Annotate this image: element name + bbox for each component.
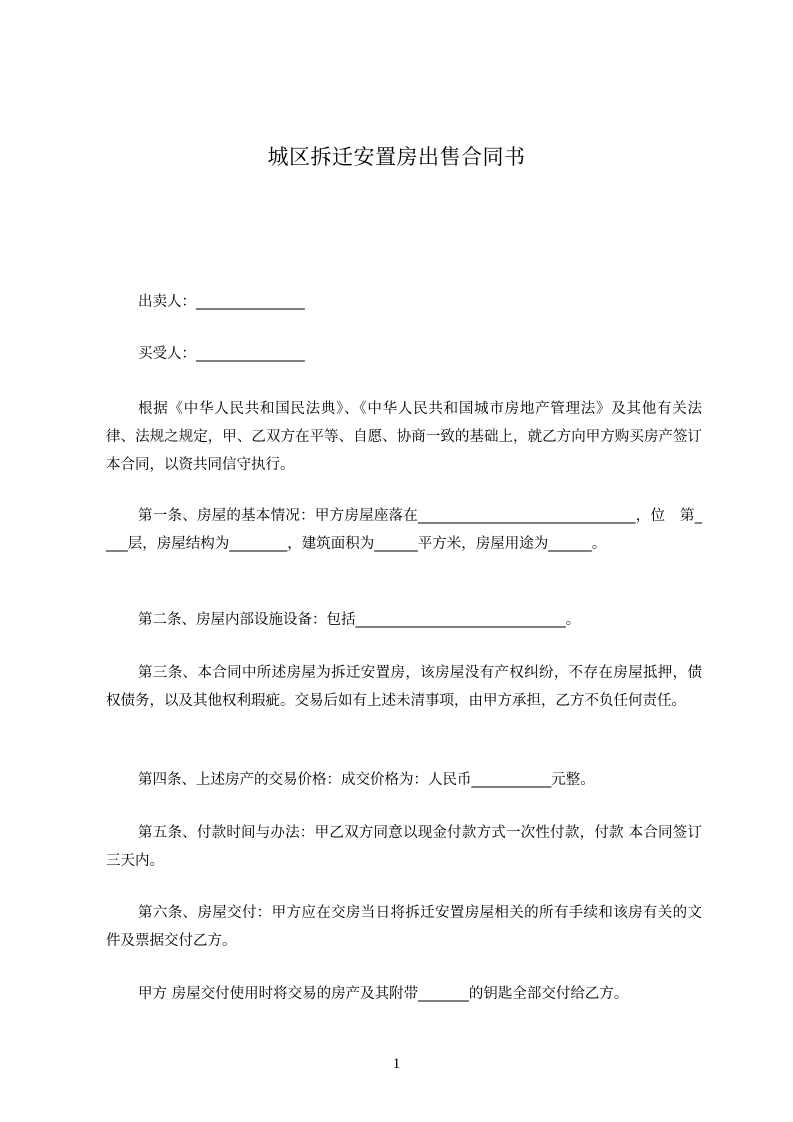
article-4-paragraph: 第四条、上述房产的交易价格：成交价格为：人民币___________元整。 <box>138 772 595 788</box>
document-title: 城区拆迁安置房出售合同书 <box>267 145 526 169</box>
buyer-line: 买受人：_______________ <box>138 346 305 362</box>
page-number: 1 <box>392 1056 401 1072</box>
preamble-paragraph: 根据《中华人民共和国民法典》、《中华人民共和国城市房地产管理法》及其他有关法律、法规之规定，甲、乙双方在平等、自愿、协商一致的基础上，就乙方向甲方购买房产签订本合同，以资共同信守执行。 <box>106 401 702 473</box>
article-3-paragraph: 第三条、本合同中所述房屋为拆迁安置房，该房屋没有产权纠纷，不存在房屋抵押，债权债务，以及其他权利瑕疵。交易后如有上述未清事项，由甲方承担，乙方不负任何责任。 <box>106 665 702 709</box>
article-5-paragraph: 第五条、付款时间与办法：甲乙双方同意以现金付款方式一次性付款，付款 本合同签订三天内。 <box>106 825 702 869</box>
article-2-paragraph: 第二条、房屋内部设施设备：包括_____________________________。 <box>138 612 581 628</box>
delivery-paragraph: 甲方 房屋交付使用时将交易的房产及其附带_______的钥匙全部交付给乙方。 <box>138 986 629 1002</box>
seller-line: 出卖人：_______________ <box>138 294 305 310</box>
article-6-paragraph: 第六条、房屋交付：甲方应在交房当日将拆迁安置房屋相关的所有手续和该房有关的文件及票据交付乙方。 <box>106 905 702 949</box>
article-1-paragraph: 第一条、房屋的基本情况：甲方房屋座落在______________________________，位 第____层，房屋结构为________，建筑面积为______平方米，房屋用途为______。 <box>106 508 702 552</box>
